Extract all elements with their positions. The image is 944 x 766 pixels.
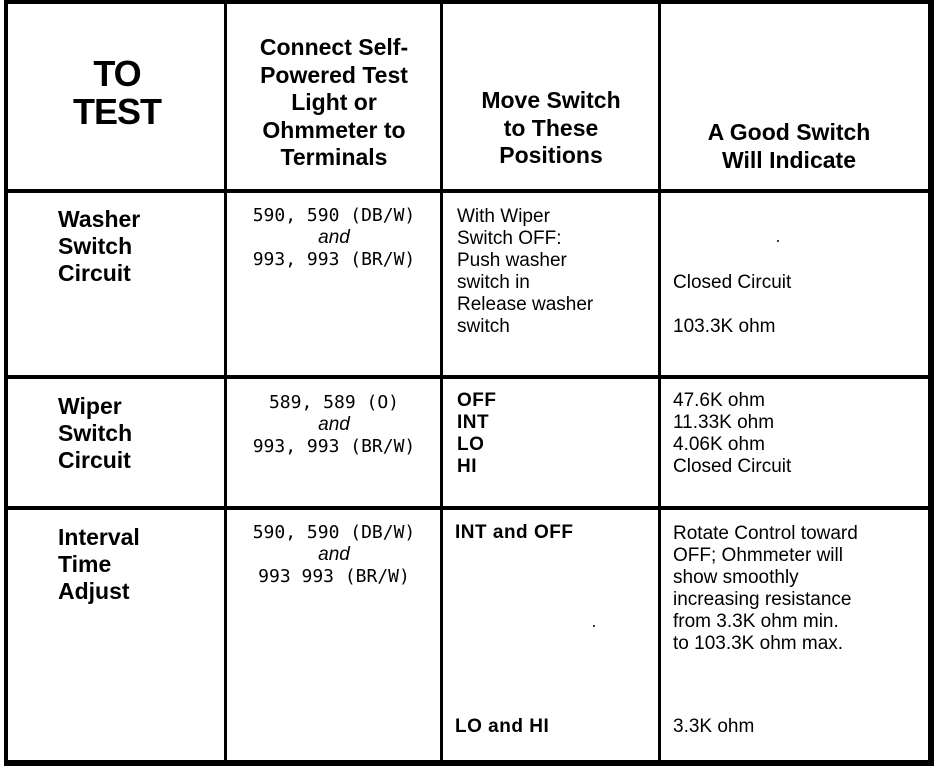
header-connect-terminals: Connect Self- Powered Test Light or Ohmmeter to Terminals bbox=[259, 34, 409, 170]
indicate-value: Closed Circuit bbox=[673, 272, 792, 293]
positions-cell: OFF INT LO HI bbox=[457, 390, 497, 477]
speck bbox=[777, 240, 779, 242]
row-label-washer: Washer Switch Circuit bbox=[58, 206, 141, 286]
column-divider bbox=[440, 4, 443, 760]
indicate-value: 3.3K ohm bbox=[673, 716, 755, 737]
header-move-switch: Move Switch to These Positions bbox=[481, 87, 621, 168]
position-value: LO and HI bbox=[455, 716, 550, 737]
row-divider bbox=[4, 375, 930, 379]
row-label-interval: Interval Time Adjust bbox=[58, 524, 140, 604]
row-label-wiper: Wiper Switch Circuit bbox=[58, 393, 133, 473]
indicate-value: 103.3K ohm bbox=[673, 316, 776, 337]
indicate-cell: Rotate Control toward OFF; Ohmmeter will show smoothly increasing resistance from 3.3K ohm min. to 103.3K ohm max. bbox=[673, 523, 858, 654]
positions-cell: With Wiper Switch OFF: Push washer switch in Release washer switch bbox=[457, 206, 594, 337]
column-divider bbox=[658, 4, 661, 760]
speck bbox=[593, 625, 595, 627]
terminals-cell: 590, 590 (DB/W) and 993, 993 (BR/W) bbox=[252, 205, 416, 270]
position-value: INT and OFF bbox=[455, 522, 574, 543]
row-divider bbox=[4, 506, 930, 510]
indicate-cell: 47.6K ohm 11.33K ohm 4.06K ohm Closed Circuit bbox=[673, 390, 792, 477]
terminals-cell: 589, 589 (O) and 993, 993 (BR/W) bbox=[252, 392, 416, 457]
terminals-cell: 590, 590 (DB/W) and 993 993 (BR/W) bbox=[252, 522, 416, 587]
row-divider bbox=[4, 189, 930, 193]
header-to-test: TO TEST bbox=[72, 53, 161, 132]
header-good-switch: A Good Switch Will Indicate bbox=[707, 119, 871, 173]
